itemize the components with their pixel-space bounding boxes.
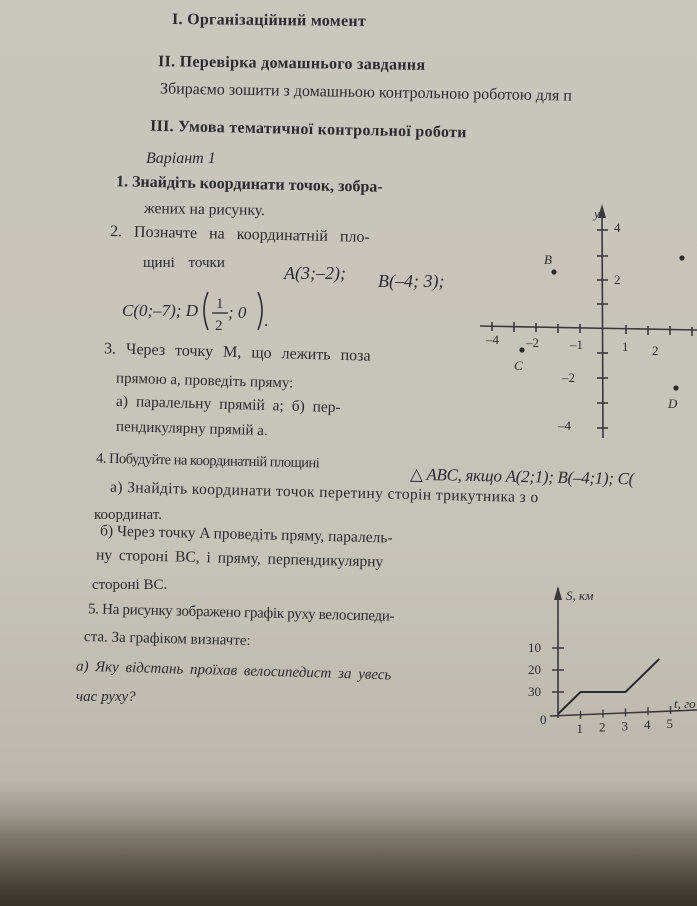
fraction-tail: ; 0 <box>228 303 247 322</box>
x-tick-1: 1 <box>622 339 629 354</box>
y-tick-label: 30 <box>528 684 541 699</box>
x-tick-minus-1: –1 <box>570 337 583 352</box>
task-4-line-3: координат. <box>94 507 162 523</box>
point-c-dot <box>519 347 524 352</box>
y-tick-label: 10 <box>528 640 541 655</box>
task-5-line-1: 5. На рисунку зображено графік руху велосипеди- <box>87 601 395 625</box>
task-4-line-1a: 4. Побудуйте на координатній площині <box>95 450 320 472</box>
motion-graph <box>520 578 697 748</box>
section-heading-1: I. Організаційний момент <box>171 10 367 31</box>
y-tick-label: 20 <box>528 662 541 677</box>
task-5-line-2: ста. За графіком визначте: <box>83 628 251 650</box>
task-2-fraction <box>202 288 282 336</box>
section-heading-2: II. Перевірка домашнього завдання <box>157 53 426 74</box>
x-tick-label: 2 <box>599 719 606 735</box>
point-b-dot <box>551 269 556 274</box>
x-tick-minus-4: –4 <box>486 332 499 347</box>
origin-label: 0 <box>540 712 547 727</box>
task-4-line-5: ну стороні BC, і пряму, перпендикулярну <box>95 546 384 571</box>
page-shadow-edge <box>0 815 697 906</box>
task-3-line-4: пендикулярну прямій a. <box>115 418 268 440</box>
s-axis-arrow <box>554 586 562 600</box>
motion-line <box>558 659 659 714</box>
task-3-line-3: а) паралельну прямій a; б) пер- <box>115 392 341 417</box>
task-2-point-b: B(–4; 3); <box>378 271 445 291</box>
task-2-line-1: 2. Позначте на координатній пло- <box>109 223 371 246</box>
task-1-line-1: 1. Знайдіть координати точок, зобра- <box>115 173 383 196</box>
y-tick-4: 4 <box>614 220 621 235</box>
y-axis-label: y <box>594 206 600 221</box>
task-3-line-1: 3. Через точку M, що лежить поза <box>103 340 371 365</box>
point-extra-dot <box>679 255 684 260</box>
x-tick-label: 1 <box>576 720 583 736</box>
task-5-line-4: час руху? <box>76 689 136 705</box>
task-1-line-2: жених на рисунку. <box>143 199 265 220</box>
svg-text:.: . <box>264 311 269 330</box>
section-heading-3: III. Умова тематичної контрольної роботи <box>149 117 467 142</box>
section-2-text: Збираємо зошити з домашньою контрольною роботою для п <box>159 80 573 105</box>
task-2-line-3a: C(0;–7); D <box>122 301 199 320</box>
y-tick-minus-4: –4 <box>558 418 571 433</box>
t-axis-label: t, го <box>674 696 696 711</box>
task-4-line-6: стороні BC. <box>92 577 168 593</box>
variant-label: Варіант 1 <box>146 150 216 167</box>
point-d-label: D <box>668 396 678 411</box>
x-axis <box>480 326 697 330</box>
task-5-line-3: а) Яку відстань проїхав велосипедист за увесь <box>75 658 392 684</box>
point-c-label: C <box>514 358 523 373</box>
task-4-line-4: б) Через точку A проведіть пряму, паралель- <box>99 522 393 547</box>
task-2-line-2a: щині точки <box>143 255 225 271</box>
task-3-line-2: прямою a, проведіть пряму: <box>115 370 294 392</box>
s-axis-label: S, км <box>566 588 594 603</box>
task-2-point-a: A(3;–2); <box>284 263 346 283</box>
task-4-line-2: а) Знайдіть координати точок перетину сторін трикутника з о <box>109 478 539 507</box>
x-tick-minus-2: –2 <box>526 335 539 350</box>
x-tick-label: 5 <box>666 716 673 731</box>
y-tick-minus-2: –2 <box>562 370 575 385</box>
fraction-numerator: 1 <box>216 296 224 312</box>
y-tick-2: 2 <box>614 272 621 287</box>
point-d-dot <box>673 385 678 390</box>
coordinate-plane-figure <box>470 198 697 448</box>
fraction-denominator: 2 <box>215 318 223 334</box>
x-tick-label: 4 <box>644 717 651 733</box>
task-4-line-1b: △ ABC, якщо A(2;1); B(–4;1); C( <box>409 464 635 489</box>
x-tick-label: 3 <box>621 718 628 734</box>
point-b-label: B <box>544 252 552 267</box>
x-tick-2: 2 <box>652 343 659 358</box>
